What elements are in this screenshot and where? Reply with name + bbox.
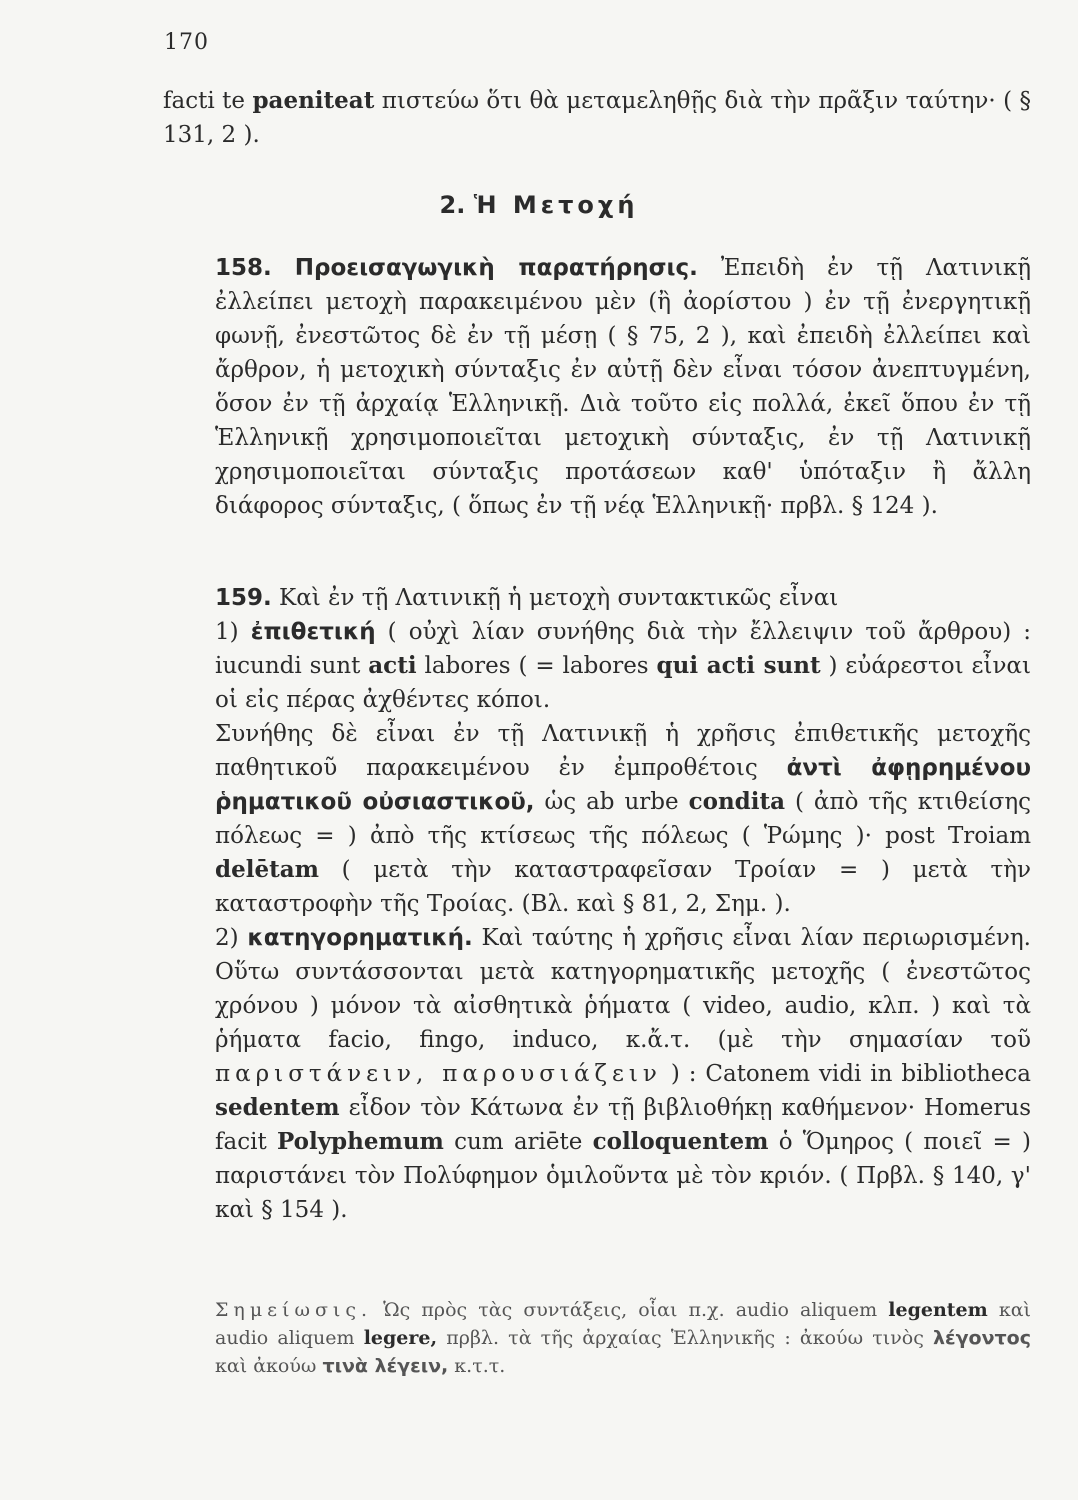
note-bold-1: legentem bbox=[888, 1299, 988, 1321]
note-bold-4: τινὰ λέγειν, bbox=[322, 1355, 449, 1377]
intro-text-b: πιστεύω ὅτι θὰ μεταμεληθῇς διὰ τὴν πρᾶξιν ταύτην· ( § 131, 2 ). bbox=[163, 88, 1031, 148]
note-paragraph bbox=[163, 1296, 1031, 1380]
item1-bold-2: qui acti sunt bbox=[656, 652, 821, 679]
item2-text-5: ὁ Ὅμηρος ( ποιεῖ = ) παριστάνει τὸν Πολύφημον ὁμιλοῦντα μὲ τὸν κριόν. ( Πρβλ. § 140, γ' καὶ § 154 ). bbox=[215, 1129, 1031, 1223]
note-bold-2: legere, bbox=[363, 1327, 438, 1349]
section-title: Ἡ Μετοχή bbox=[473, 191, 639, 219]
intro-text-a: facti te bbox=[163, 88, 253, 114]
item1-text-3: ) εὐάρεστοι εἶναι οἱ εἰς πέρας ἀχθέντες κόποι. bbox=[215, 653, 1031, 713]
p159-number: 159. bbox=[215, 585, 272, 611]
para2-text-2: ὡς ab urbe bbox=[534, 789, 689, 815]
para2-text-1: Συνήθης δὲ εἶναι ἐν τῇ Λατινικῇ ἡ χρῆσις ἐπιθετικῆς μετοχῆς παθητικοῦ παρακειμένου ἐν ἐμπροθέτοις bbox=[215, 721, 1031, 781]
para2-bold-2: condita bbox=[688, 788, 786, 815]
note-bold-3: λέγοντος bbox=[933, 1327, 1031, 1349]
item1-label: 1) bbox=[215, 619, 251, 645]
item2-label: 2) bbox=[215, 925, 248, 951]
item1-bold-1: acti bbox=[368, 652, 417, 679]
para2-bold-1: ἀντὶ ἀφῃρημένου ῥηματικοῦ οὐσιαστικοῦ, bbox=[215, 755, 1031, 815]
intro-paragraph bbox=[163, 84, 1031, 152]
note-text-5: κ.τ.τ. bbox=[448, 1355, 506, 1377]
p158-title: Προεισαγωγικὴ παρατήρησις. bbox=[294, 255, 698, 281]
item2-text-4: cum ariēte bbox=[443, 1129, 593, 1155]
item2-text-3: εἶδον τὸν Κάτωνα ἐν τῇ βιβλιοθήκῃ καθήμενον· Homerus facit bbox=[215, 1095, 1031, 1155]
item1-text-1: ( οὐχὶ λίαν συνήθης διὰ τὴν ἔλλειψιν τοῦ ἄρθρου) : iucundi sunt bbox=[215, 619, 1031, 679]
note-label: Σημείωσις. bbox=[215, 1299, 373, 1321]
item1-term: ἐπιθετική bbox=[250, 619, 376, 645]
note-text-3: πρβλ. τὰ τῆς ἀρχαίας Ἑλληνικῆς : ἀκούω τινὸς bbox=[437, 1327, 934, 1349]
item2-term: κατηγορηματική. bbox=[247, 925, 473, 951]
item2-spaced-1: παριστάνειν, παρουσιάζειν bbox=[215, 1061, 662, 1087]
p158-text: Ἐπειδὴ ἐν τῇ Λατινικῇ ἐλλείπει μετοχὴ παρακειμένου μὲν (ἢ ἀορίστου ) ἐν τῇ ἐνεργητικῇ φωνῇ, ἐνεστῶτος δὲ ἐν τῇ μέσῃ ( § 75, 2 ), καὶ ἐπειδὴ ἐλλείπει καὶ ἄρθρον, ἡ μετοχικὴ σύνταξις ἐν αὐτῇ δὲν εἶναι τόσον ἀνεπτυγμένη, ὅσον ἐν τῇ ἀρχαίᾳ Ἑλληνικῇ. Διὰ τοῦτο εἰς πολλά, ἐκεῖ ὅπου ἐν τῇ Ἑλληνικῇ χρησιμοποιεῖται μετοχικὴ σύνταξις, ἐν τῇ Λατινικῇ χρησιμοποιεῖται σύνταξις προτάσεων καθ' ὑπόταξιν ἢ ἄλλη διάφορος σύνταξις, ( ὅπως ἐν τῇ νέᾳ Ἑλληνικῇ· πρβλ. § 124 ). bbox=[215, 255, 1031, 519]
item1-text-2: labores ( = labores bbox=[416, 653, 657, 679]
section-number: 2. bbox=[439, 191, 466, 219]
para2-text-4: ( μετὰ τὴν καταστραφεῖσαν Τροίαν = ) μετὰ τὴν καταστροφὴν τῆς Τροίας. (Βλ. καὶ § 81, 2, Σημ. ). bbox=[215, 857, 1031, 917]
item2-text-1: Καὶ ταύτης ἡ χρῆσις εἶναι λίαν περιωρισμένη. Οὕτω συντάσσονται μετὰ κατηγορηματικῆς μετοχῆς ( ἐνεστῶτος χρόνου ) μόνον τὰ αἰσθητικὰ ῥήματα ( video, audio, κλπ. ) καὶ τὰ ῥήματα facio, fingo, induco, κ.ἄ.τ. (μὲ τὴν σημασίαν τοῦ bbox=[215, 925, 1031, 1053]
item2-bold-3: colloquentem bbox=[592, 1128, 769, 1155]
para2-text-3: ( ἀπὸ τῆς κτιθείσης πόλεως = ) ἀπὸ τῆς κτίσεως τῆς πόλεως ( Ῥώμης )· post Troiam bbox=[215, 789, 1031, 849]
item2-bold-2: Polyphemum bbox=[276, 1128, 444, 1155]
page-number: 170 bbox=[164, 30, 209, 55]
p158-number: 158. bbox=[215, 255, 272, 281]
paragraph-159 bbox=[163, 581, 1031, 1227]
para2-bold-3: delētam bbox=[215, 856, 319, 883]
section-heading bbox=[0, 191, 1078, 219]
item2-bold-1: sedentem bbox=[215, 1094, 340, 1121]
item2-text-2: ) : Catonem vidi in bibliotheca bbox=[661, 1061, 1031, 1087]
note-text-4: καὶ ἀκούω bbox=[215, 1355, 323, 1377]
paragraph-158 bbox=[163, 251, 1031, 523]
intro-bold-a: paeniteat bbox=[252, 87, 375, 114]
note-text-1: Ὡς πρὸς τὰς συντάξεις, οἷαι π.χ. audio aliquem bbox=[372, 1299, 889, 1321]
p159-intro: Καὶ ἐν τῇ Λατινικῇ ἡ μετοχὴ συντακτικῶς εἶναι bbox=[271, 585, 839, 611]
note-text-2: καὶ audio aliquem bbox=[215, 1299, 1031, 1349]
